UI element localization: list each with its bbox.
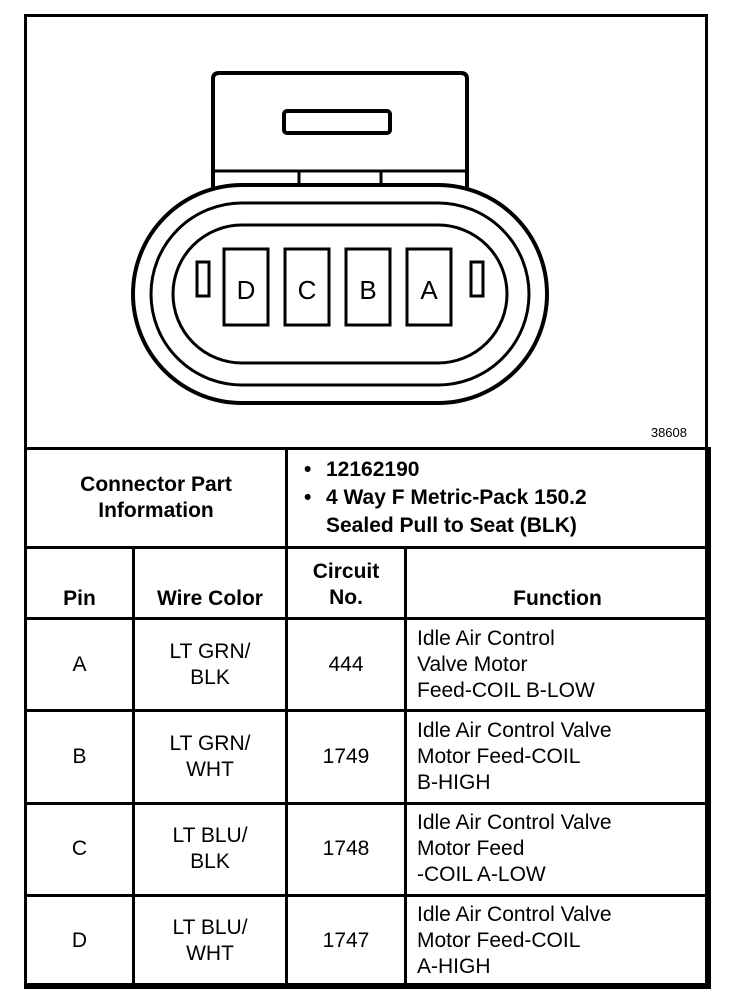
part-info-values [287,449,710,548]
column-header-row [26,548,710,619]
function-cell: Idle Air Control Valve Motor Feed-COIL B-HIGH [406,711,710,803]
pin-cell: A [26,619,134,711]
part-description: 4 Way F Metric-Pack 150.2 Sealed Pull to Seat (BLK) [326,486,587,538]
part-description-line [304,484,708,540]
pin-cell: B [26,711,134,803]
pin-label-d: D [236,275,256,305]
figure-number: 38608 [650,425,687,440]
pin-label-b: B [359,275,377,305]
pin-cell: D [26,895,134,987]
bullet-icon: • [304,486,312,510]
connector-pinout-table [24,447,711,989]
connector-lock-slot [284,111,390,133]
bullet-icon: • [304,458,312,482]
function-cell: Idle Air Control Valve Motor Feed -COIL A-LOW [406,803,710,895]
part-number-line [304,456,708,484]
wire-color-cell: LT BLU/ WHT [134,895,287,987]
wire-color-cell: LT GRN/ BLK [134,619,287,711]
wire-color-cell: LT BLU/ BLK [134,803,287,895]
connector-diagram [27,17,705,447]
part-info-label [26,449,287,548]
table-row [26,711,710,803]
circuit-cell: 1748 [287,803,406,895]
circuit-cell: 1747 [287,895,406,987]
wire-color-cell: LT GRN/ WHT [134,711,287,803]
pin-cell: C [26,803,134,895]
circuit-cell: 444 [287,619,406,711]
table-row [26,895,710,987]
connector-drawing [27,17,705,447]
connector-sheet [24,14,708,986]
function-cell: Idle Air Control Valve Motor Feed-COIL B-LOW [406,619,710,711]
table-row [26,803,710,895]
function-cell: Idle Air Control Valve Motor Feed-COIL A-HIGH [406,895,710,987]
part-number: 12162190 [326,458,420,482]
part-info-row [26,449,710,548]
column-header-circuit: Circuit No. [287,548,406,619]
column-header-pin: Pin [26,548,134,619]
part-info-label-text: Connector Part Information [80,473,232,523]
table-row [26,619,710,711]
pin-label-a: A [420,275,438,305]
column-header-wire-color: Wire Color [134,548,287,619]
column-header-function: Function [406,548,710,619]
pin-label-c: C [297,275,317,305]
circuit-cell: 1749 [287,711,406,803]
